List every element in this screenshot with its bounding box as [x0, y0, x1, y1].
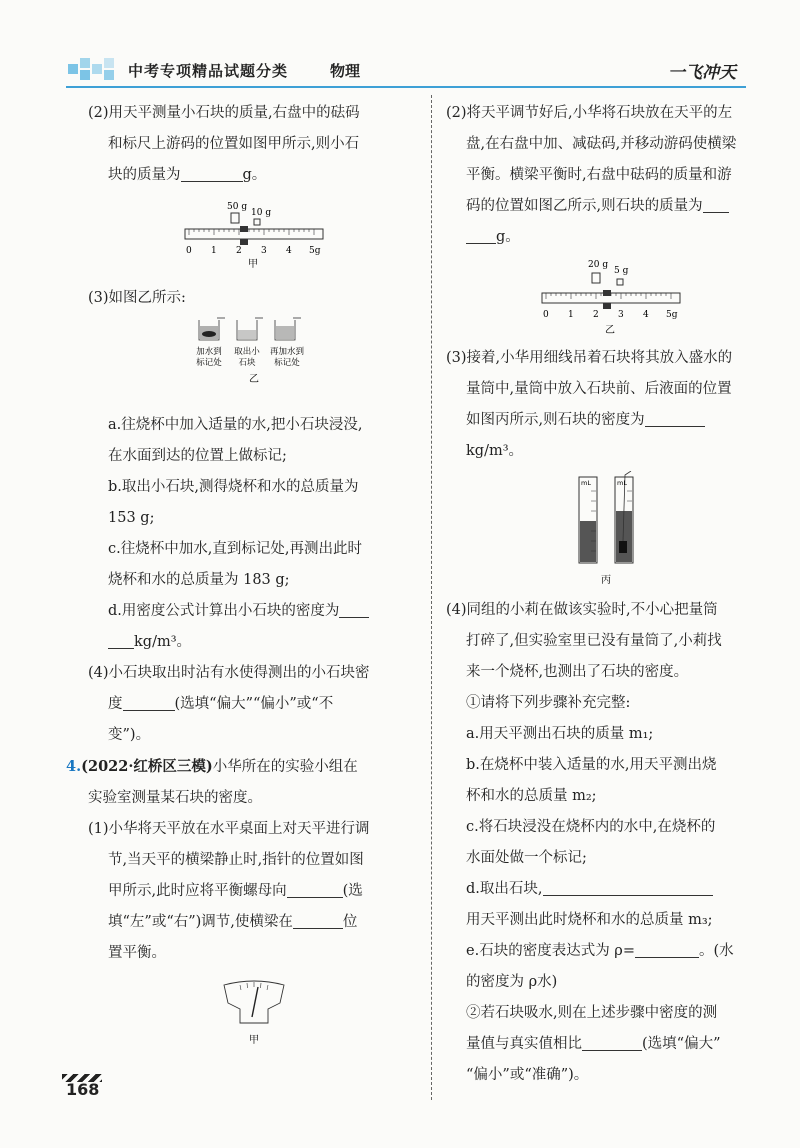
left-q3: (3)如图乙所示: — [88, 290, 186, 306]
rider-2-top — [603, 290, 611, 296]
right-q2-line5: g。 — [446, 222, 776, 253]
step-c-line1: c.往烧杯中加水,直到标记处,再测出此时 — [108, 541, 362, 557]
p4-q1-line5: 置平衡。 — [108, 945, 166, 961]
left-q4-line1: (4)小石块取出时沾有水使得测出的小石块密 — [88, 665, 370, 681]
svg-text:0: 0 — [543, 310, 549, 320]
ruler-ticks — [189, 229, 314, 235]
right-step-c-line1: c.将石块浸没在烧杯内的水中,在烧杯的 — [466, 819, 716, 835]
step-d-line1: d.用密度公式计算出小石块的密度为 — [88, 596, 420, 627]
svg-text:5g: 5g — [309, 246, 321, 256]
right-q4-line2: 打碎了,但实验室里已没有量筒了,小莉找 — [466, 633, 722, 649]
stone — [619, 541, 627, 553]
right-q3-line1: (3)接着,小华用细线吊着石块将其放入盛水的 — [446, 350, 733, 366]
figure-caption-jia: 甲 — [248, 259, 258, 270]
right-step-e-line2: 的密度为 ρ水) — [466, 974, 558, 990]
page-number-badge — [62, 1074, 102, 1100]
step-b-line1: b.取出小石块,测得烧杯和水的总质量为 — [108, 479, 359, 495]
beaker-1-label-line2: 标记处 — [196, 358, 222, 368]
ruler-tick-labels — [186, 246, 321, 256]
left-q4-line3: 变”)。 — [108, 727, 151, 743]
weight-label-20g: 20 g — [588, 260, 609, 270]
beaker-3-label-line2: 标记处 — [274, 358, 300, 368]
svg-text:2: 2 — [593, 310, 599, 320]
answer-blank[interactable] — [339, 601, 369, 618]
answer-blank[interactable] — [645, 410, 705, 427]
step-a-line1: a.往烧杯中加入适量的水,把小石块浸没, — [108, 417, 363, 433]
answer-blank[interactable] — [703, 196, 729, 213]
weight-5g — [617, 279, 623, 285]
step-d-line2: kg/m³。 — [88, 627, 420, 658]
answer-blank[interactable] — [635, 941, 699, 958]
step-a-line2: 在水面到达的位置上做标记; — [108, 448, 287, 464]
figure-caption-jia-2: 甲 — [249, 1035, 259, 1046]
p4-q1-line4: 填“左”或“右”)调节,使横梁在 位 — [108, 914, 358, 930]
rider-bottom — [240, 239, 248, 245]
right-sub2-line2: 量值与真实值相比 (选填“偏大” — [466, 1036, 721, 1052]
p4-q1-line2: 节,当天平的横梁静止时,指针的位置如图 — [108, 852, 364, 868]
answer-blank[interactable] — [466, 227, 496, 244]
svg-text:1: 1 — [211, 246, 217, 256]
beaker-2-label-line2: 石块 — [238, 358, 256, 368]
figure-caption-bing: 丙 — [601, 575, 611, 586]
right-step-b-line2: 杯和水的总质量 m₂; — [466, 788, 597, 804]
answer-blank[interactable] — [293, 912, 343, 929]
weight-label-10g: 10 g — [251, 208, 272, 218]
step-c-line2: 烧杯和水的总质量为 183 g; — [108, 572, 290, 588]
cylinder-1-water — [580, 521, 596, 562]
right-q3-line3: 如图丙所示,则石块的密度为 — [446, 405, 776, 436]
right-q3-line2: 量筒中,量筒中放入石块前、后液面的位置 — [466, 381, 732, 397]
svg-text:5g: 5g — [666, 310, 678, 320]
problem-4-line1: 4.(2022·红桥区三模)小华所在的实验小组在 — [66, 758, 358, 775]
weight-label-50g: 50 g — [227, 202, 248, 212]
column-divider — [431, 95, 432, 1100]
rider-2-bottom — [603, 303, 611, 309]
answer-blank[interactable] — [287, 881, 343, 898]
svg-text:0: 0 — [186, 246, 192, 256]
page-number: 168 — [66, 1080, 100, 1099]
cylinders-diagram — [561, 471, 661, 591]
left-q2-line3: 块的质量为 g。 — [108, 167, 267, 183]
svg-text:1: 1 — [568, 310, 574, 320]
figure-caption-yi-2: 乙 — [605, 325, 615, 336]
right-step-b-line1: b.在烧杯中装入适量的水,用天平测出烧 — [466, 757, 717, 773]
problem-4-number: 4. — [66, 758, 82, 775]
right-q2-line1: (2)将天平调节好后,小华将石块放在天平的左 — [446, 105, 733, 121]
svg-text:4: 4 — [286, 246, 292, 256]
right-q2-line3: 平衡。横梁平衡时,右盘中砝码的质量和游 — [466, 167, 732, 183]
header-brand: 一飞冲天 — [668, 63, 736, 83]
problem-4-line2: 实验室测量某石块的密度。 — [88, 790, 262, 806]
ruler-2-tick-labels — [543, 310, 678, 320]
figure-scale-jia — [88, 199, 420, 277]
figure-cylinders — [446, 471, 776, 595]
figure-scale-yi — [446, 257, 776, 343]
rider-top — [240, 226, 248, 232]
answer-blank[interactable] — [123, 694, 175, 711]
weight-label-5g: 5 g — [614, 266, 629, 276]
header-decoration — [68, 58, 124, 84]
right-q4-line3: 来一个烧杯,也测出了石块的密度。 — [466, 664, 689, 680]
right-q3-line4: kg/m³。 — [466, 443, 524, 459]
weight-20g — [592, 273, 600, 283]
header-title: 中考专项精品试题分类 — [128, 62, 289, 80]
header-rule — [66, 86, 746, 88]
right-q4-line1: (4)同组的小莉在做该实验时,不小心把量筒 — [446, 602, 718, 618]
cylinder-2-unit: mL — [617, 479, 627, 487]
svg-text:3: 3 — [618, 310, 624, 320]
answer-blank[interactable] — [582, 1034, 642, 1051]
answer-blank[interactable] — [543, 879, 713, 896]
right-step-c-line2: 水面处做一个标记; — [466, 850, 587, 866]
right-step-d-line1: d.取出石块, — [446, 874, 776, 905]
left-q2-line2: 和标尺上游码的位置如图甲所示,则小石 — [108, 136, 360, 152]
right-step-e-line1: e.石块的密度表达式为 ρ= 。(水 — [466, 943, 734, 959]
pointer-needle — [252, 987, 258, 1017]
right-step-a: a.用天平测出石块的质量 m₁; — [466, 726, 654, 742]
beaker-1-label-line1: 加水到 — [196, 347, 222, 357]
pointer-diagram — [204, 975, 304, 1053]
p4-q1-line3: 甲所示,此时应将平衡螺母向 (选 — [108, 883, 363, 899]
right-sub2-line1: ②若石块吸水,则在上述步骤中密度的测 — [466, 1005, 718, 1021]
weight-10g — [254, 219, 260, 225]
svg-text:4: 4 — [643, 310, 649, 320]
p4-q1-line1: (1)小华将天平放在水平桌面上对天平进行调 — [88, 821, 370, 837]
answer-blank[interactable] — [108, 632, 134, 649]
cylinder-1-unit: mL — [581, 479, 591, 487]
right-column — [446, 98, 776, 1091]
weight-50g — [231, 213, 239, 223]
scale-diagram-2 — [536, 257, 686, 339]
right-sub2-line3: “偏小”或“准确”)。 — [466, 1067, 589, 1083]
svg-text:3: 3 — [261, 246, 267, 256]
left-column — [66, 98, 420, 1055]
beaker-2-label-line1: 取出小 — [234, 347, 260, 357]
left-q2-line1: (2)用天平测量小石块的质量,右盘中的砝码 — [88, 105, 360, 121]
answer-blank[interactable] — [181, 165, 243, 182]
right-q2-line4: 码的位置如图乙所示,则石块的质量为 — [446, 191, 776, 222]
step-b-line2: 153 g; — [108, 510, 155, 526]
figure-beakers — [88, 314, 420, 406]
beaker-3-label-line1: 再加水到 — [269, 347, 305, 357]
svg-text:2: 2 — [236, 246, 242, 256]
scale-diagram — [179, 199, 329, 271]
figure-pointer — [88, 975, 420, 1055]
right-sub1: ①请将下列步骤补充完整: — [466, 695, 631, 711]
problem-4-source: (2022·红桥区三模) — [81, 758, 213, 775]
figure-caption-yi: 乙 — [249, 374, 259, 385]
beakers-diagram — [179, 314, 329, 404]
left-q4-line2: 度 (选填“偏大”“偏小”或“不 — [108, 696, 334, 712]
right-q2-line2: 盘,在右盘中加、减砝码,并移动游码使横梁 — [466, 136, 737, 152]
header-subject: 物理 — [330, 62, 361, 80]
right-step-d-line2: 用天平测出此时烧杯和水的总质量 m₃; — [466, 912, 713, 928]
